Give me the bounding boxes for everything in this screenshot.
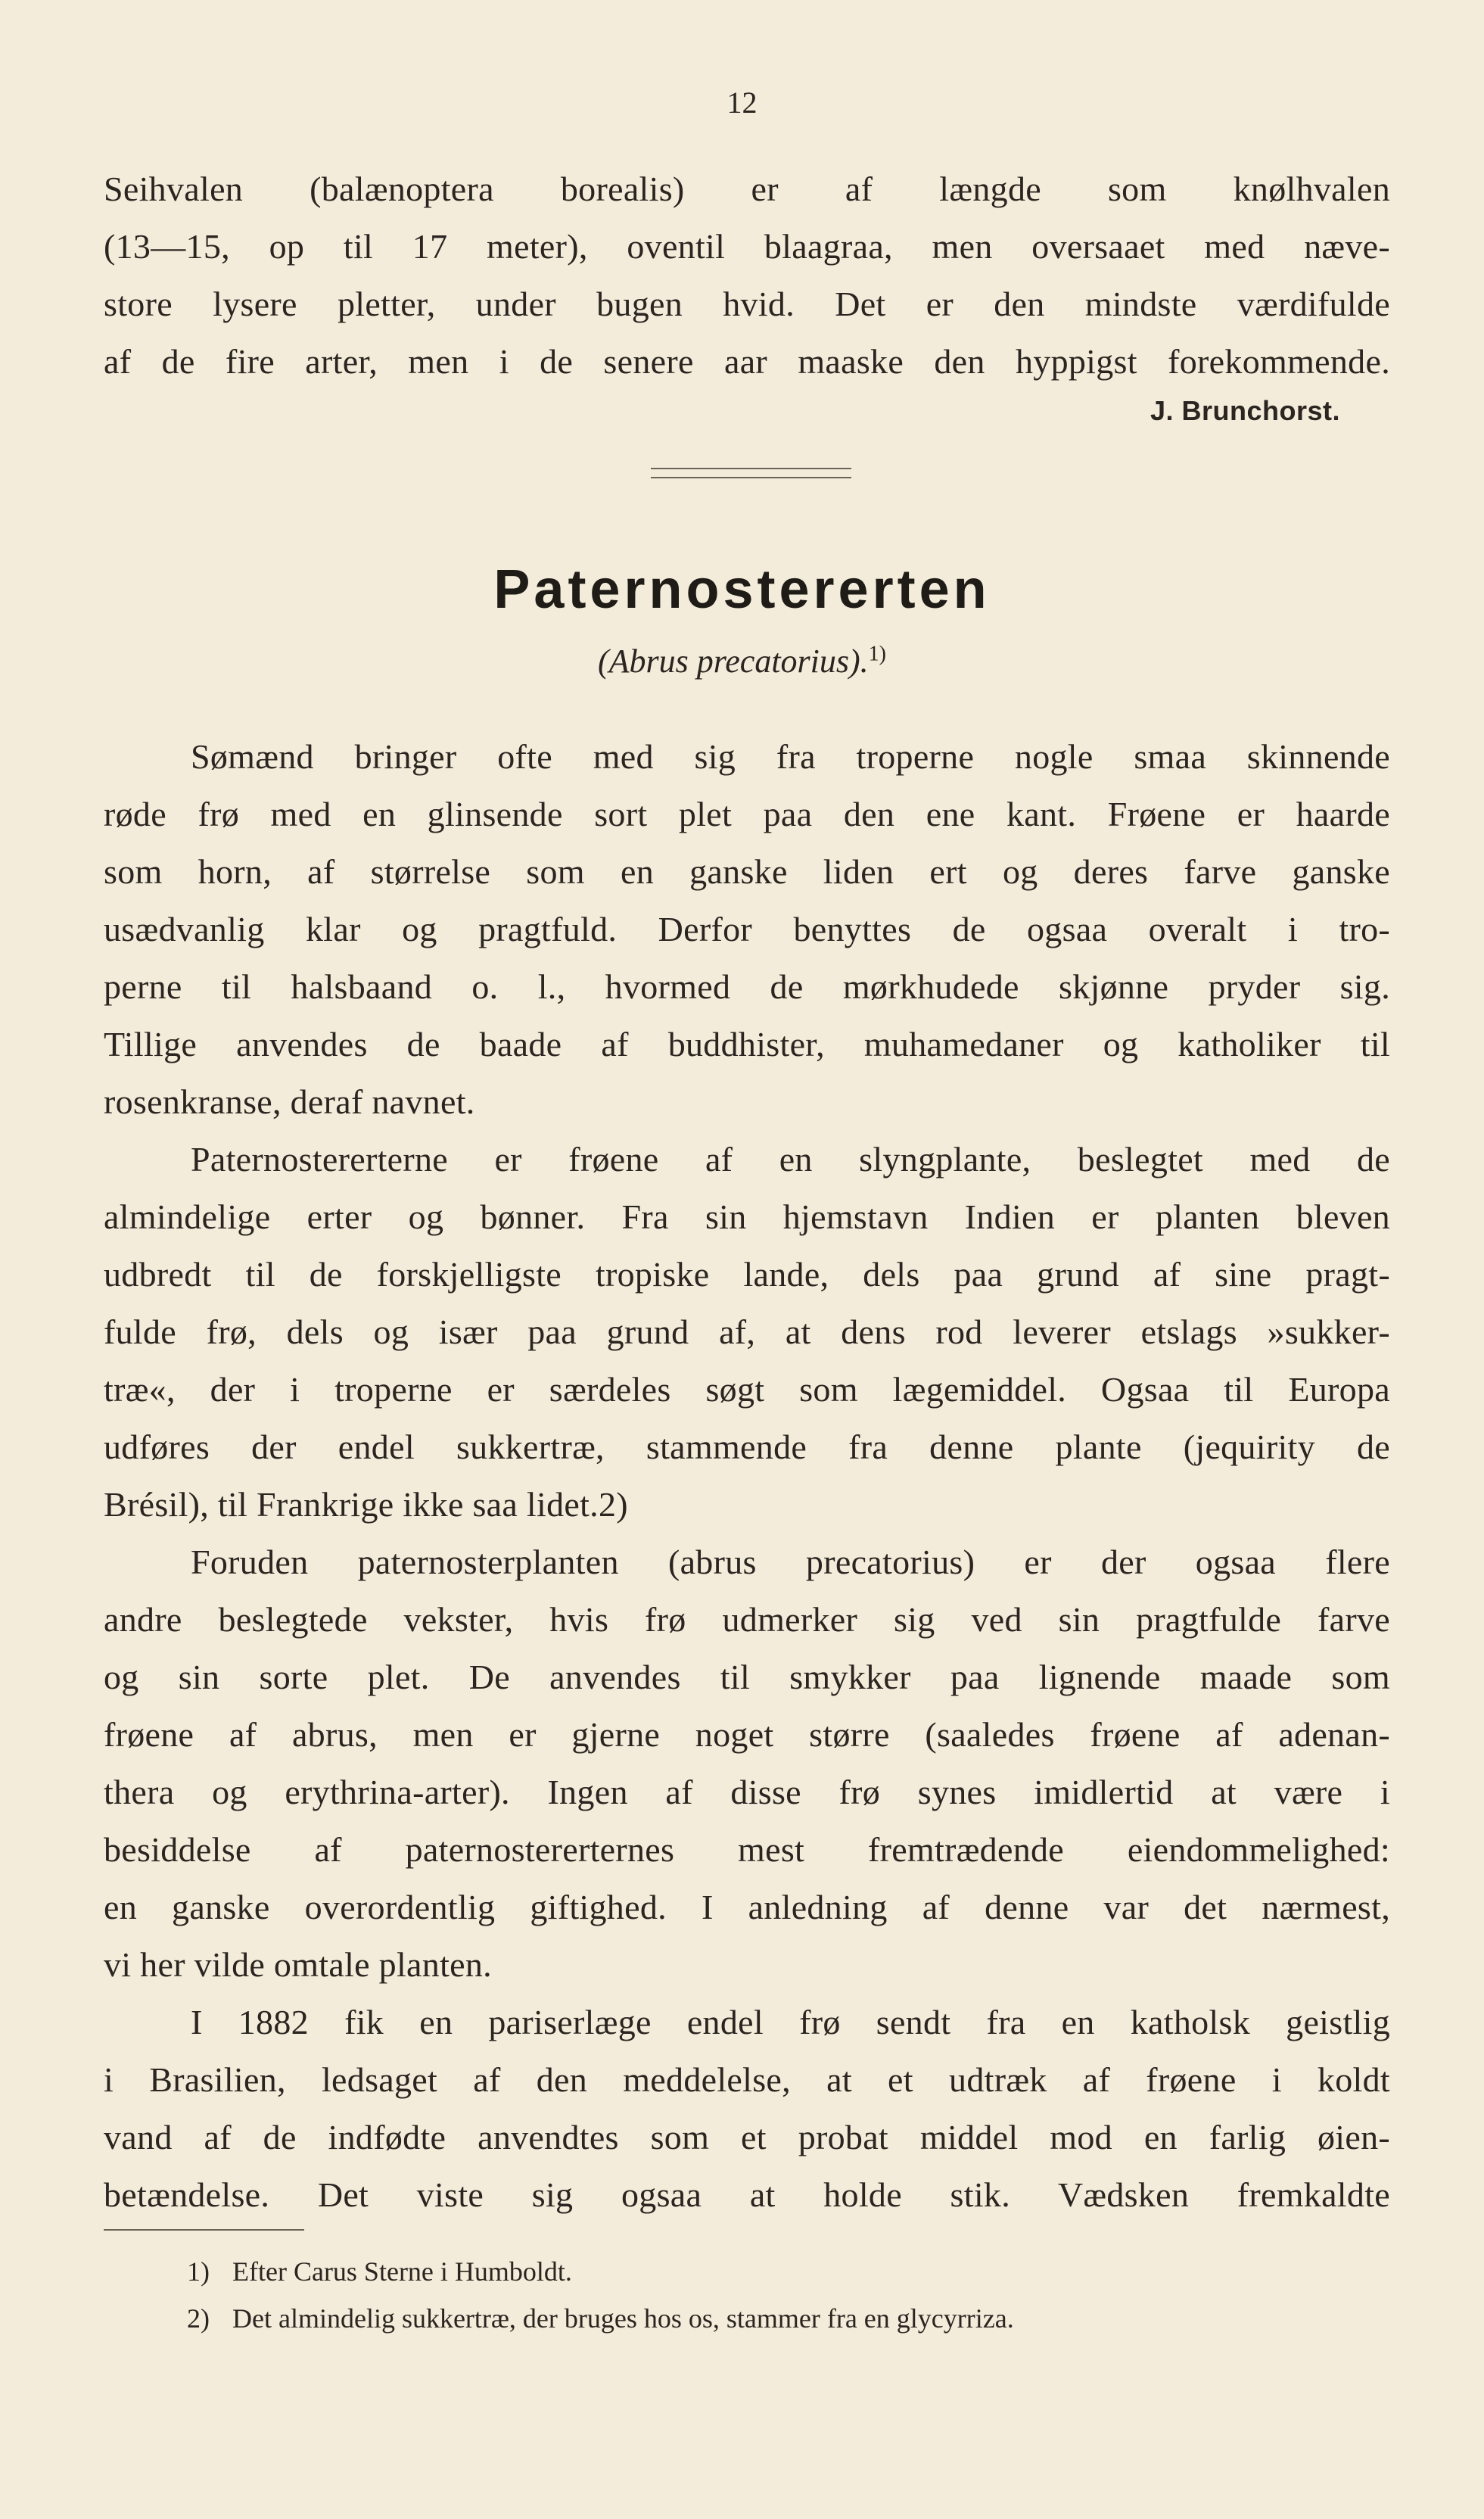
footnote-2	[187, 2295, 1398, 2342]
text-line: og sin sorte plet. De anvendes til smykker paa lignende maade som	[104, 1658, 1390, 1696]
footnote-marker: 1)	[187, 2256, 210, 2287]
text-line: store lysere pletter, under bugen hvid. Det er den mindste værdifulde	[104, 285, 1390, 323]
text-line: Brésil), til Frankrige ikke saa lidet.2)	[104, 1485, 628, 1524]
text-line: thera og erythrina-arter). Ingen af disse frø synes imidlertid at være i	[104, 1773, 1390, 1811]
footnotes	[187, 2248, 1398, 2342]
text-line: fulde frø, dels og især paa grund af, at dens rod leverer etslags »sukker-	[104, 1312, 1390, 1351]
footnote-divider	[104, 2229, 304, 2231]
text-line: besiddelse af paternostererternes mest fremtrædende eiendommelighed:	[104, 1830, 1390, 1869]
text-line: almindelige erter og bønner. Fra sin hjemstavn Indien er planten bleven	[104, 1197, 1390, 1236]
footnote-marker: 2)	[187, 2303, 210, 2334]
latin-name: (Abrus precatorius).	[598, 643, 869, 680]
text-line: rosenkranse, deraf navnet.	[104, 1082, 475, 1121]
footnote-text: Det almindelig sukkertræ, der bruges hos os, stammer fra en glycyrriza.	[232, 2303, 1014, 2334]
text-line: Paternostererterne er frøene af en slyngplante, beslegtet med de	[191, 1140, 1390, 1179]
text-line: Seihvalen (balænoptera borealis) er af længde som knølhvalen	[104, 170, 1390, 208]
seihvalen-paragraph	[104, 160, 1390, 391]
text-line: Sømænd bringer ofte med sig fra troperne nogle smaa skinnende	[191, 737, 1390, 776]
text-line: andre beslegtede vekster, hvis frø udmerker sig ved sin pragtfulde farve	[104, 1600, 1390, 1639]
text-line: en ganske overordentlig giftighed. I anledning af denne var det nærmest,	[104, 1888, 1390, 1926]
text-line: af de fire arter, men i de senere aar maaske den hyppigst forekommende.	[104, 342, 1390, 381]
text-line: i Brasilien, ledsaget af den meddelelse, at et udtræk af frøene i koldt	[104, 2060, 1390, 2099]
text-line: træ«, der i troperne er særdeles søgt som lægemiddel. Ogsaa til Europa	[104, 1370, 1390, 1409]
text-line: I 1882 fik en pariserlæge endel frø sendt fra en katholsk geistlig	[191, 2003, 1390, 2041]
text-line: som horn, af størrelse som en ganske liden ert og deres farve ganske	[104, 852, 1390, 891]
text-line: Foruden paternosterplanten (abrus precatorius) er der ogsaa flere	[191, 1543, 1390, 1581]
text-line: Tillige anvendes de baade af buddhister, muhamedaner og katholiker til	[104, 1025, 1390, 1063]
article-subtitle	[0, 642, 1484, 680]
article-body	[104, 728, 1390, 2224]
text-line: vi her vilde omtale planten.	[104, 1945, 492, 1984]
text-line: (13—15, op til 17 meter), oventil blaagraa, men oversaaet med næve-	[104, 227, 1390, 266]
page-number: 12	[726, 86, 758, 120]
text-line: betændelse. Det viste sig ogsaa at holde stik. Vædsken fremkaldte	[104, 2175, 1390, 2214]
text-line: røde frø med en glinsende sort plet paa den ene kant. Frøene er haarde	[104, 795, 1390, 833]
text-line: perne til halsbaand o. l., hvormed de mørkhudede skjønne pryder sig.	[104, 967, 1390, 1006]
footnote-ref: 1)	[868, 642, 886, 666]
text-line: udbredt til de forskjelligste tropiske lande, dels paa grund af sine pragt-	[104, 1255, 1390, 1294]
author-signature: J. Brunchorst.	[1150, 395, 1340, 426]
text-line: frøene af abrus, men er gjerne noget større (saaledes frøene af adenan-	[104, 1715, 1390, 1754]
section-divider	[651, 468, 851, 478]
footnote-text: Efter Carus Sterne i Humboldt.	[232, 2256, 572, 2287]
text-line: udføres der endel sukkertræ, stammende fra denne plante (jequirity de	[104, 1428, 1390, 1466]
text-line: usædvanlig klar og pragtfuld. Derfor benyttes de ogsaa overalt i tro-	[104, 910, 1390, 948]
article-title: Paternostererten	[493, 559, 991, 620]
text-line: vand af de indfødte anvendtes som et probat middel mod en farlig øien-	[104, 2118, 1390, 2156]
footnote-1	[187, 2248, 1398, 2295]
